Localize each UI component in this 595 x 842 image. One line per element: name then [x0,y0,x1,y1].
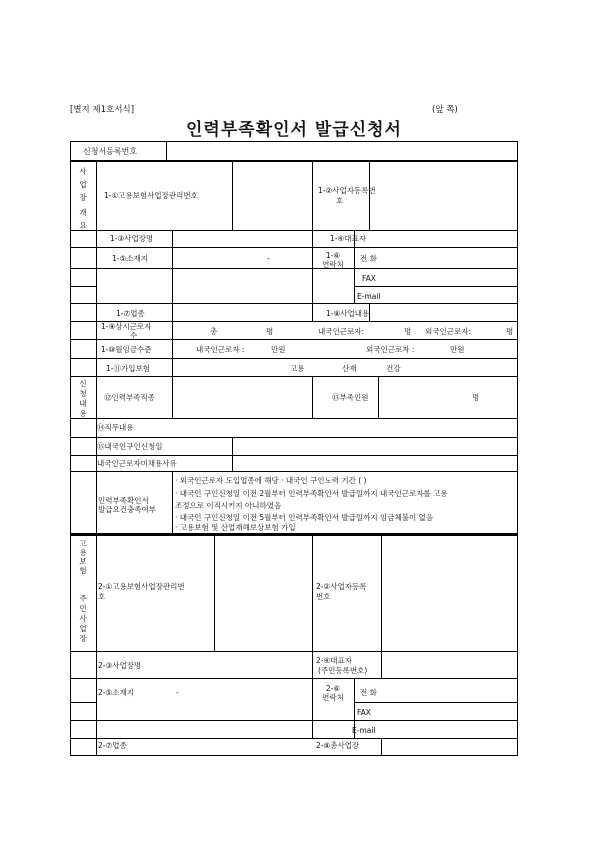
page-side: (앞 쪽) [432,105,458,115]
insurance-industrial[interactable]: 산재 [342,364,357,373]
registration-row [70,141,518,161]
business-name-2-label: 2-③사업장명 [98,661,142,670]
business-reg-no-2-field[interactable] [382,536,517,650]
domestic-workers-label: 내국인근로자: [318,327,364,336]
email-2-label: E-mail [352,726,376,735]
phone-label: 전 화 [360,254,377,263]
insurance-health[interactable]: 건강 [386,364,401,373]
insurance-label: 1-⑪가입보험 [106,364,150,373]
shortage-count-label: ⑬부족인원 [332,393,369,402]
industry-2-label: 2-⑦업종 [98,741,127,750]
fax-label: FAX [362,274,376,283]
monthly-wage-label: 1-⑩월임금수준 [101,345,152,354]
registration-label: 신청서등록번호 [83,147,138,156]
employment-insurance-no-2-field[interactable] [215,536,311,650]
business-reg-no-2-label: 2-②사업자등록 [316,582,367,591]
employees-label: 1-⑨상시근로자 [101,322,152,331]
email-label: E-mail [357,292,381,301]
non-hiring-reason-label: 내국인근로자미채용사유 [97,459,177,468]
representative-label: 1-④대표자 [330,234,366,243]
representative-2-label: 2-④대표자 [316,656,352,665]
business-name-label: 1-③사업장명 [110,234,154,243]
total-workplaces-label: 2-⑧총사업장 [316,741,360,750]
business-reg-no-label: 1-②사업자등록번 [318,186,376,195]
phone-2-label: 전 화 [360,688,377,697]
representative-field[interactable] [370,231,517,246]
eligibility-label: 인력부족확인서 [98,496,149,505]
business-reg-no-field[interactable] [370,162,517,229]
insurance-employment[interactable]: 고용 [290,364,305,373]
contact-2-label: 2-⑥ [325,684,341,693]
shortage-occupation-field[interactable] [173,377,311,417]
foreign-workers-label: 외국인근로자: [425,327,471,336]
employment-insurance-no-field[interactable] [233,162,311,229]
industry-label: 1-⑦업종 [116,309,145,318]
shortage-occupation-label: ⑫인력부족직종 [104,393,155,402]
domestic-job-request-date-label: ⑮내국인구인신청일 [97,442,163,451]
address-field[interactable] [173,248,311,267]
contact-label: 1-⑥ [325,251,341,260]
job-description-label: ⑭직무내용 [97,423,134,432]
business-name-field[interactable] [173,231,311,246]
fax-2-label: FAX [357,708,371,717]
page-title: 인력부족확인서 발급신청서 [186,120,402,140]
business-content-label: 1-⑧사업내용 [326,309,370,318]
employment-insurance-no-2-label: 2-①고용보험사업장관리번 [98,582,185,591]
form-number: [별지 제1호서식] [70,105,135,115]
address-label: 1-⑤소재지 [112,254,148,263]
employment-insurance-no-label: 1-①고용보험사업장관리번호 [104,191,198,200]
address-2-label: 2-⑤소재지 [98,688,134,697]
